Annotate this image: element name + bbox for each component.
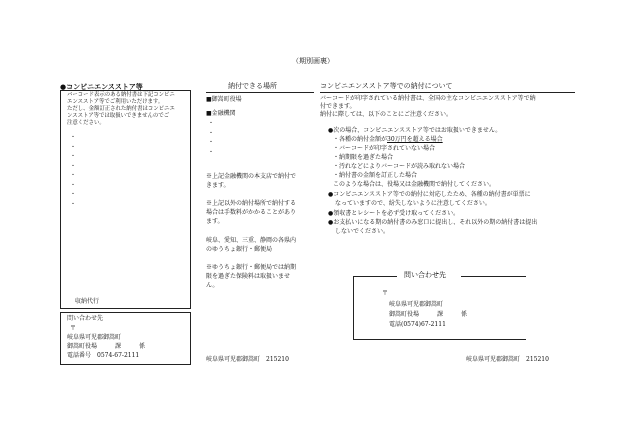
note-1-line: ※上記金融機関の本支店で納付で — [206, 173, 297, 180]
note-3-line: 岐阜、愛知、三重、静岡の各県内 — [206, 237, 297, 244]
list-item: ・ — [70, 153, 77, 160]
frame-bottom — [353, 339, 526, 340]
point-1: ●次の場合、コンビニエンスストア等ではお取扱いできません。 — [328, 127, 502, 134]
note-4-line: ※ゆうちょ銀行・郵便局では納期 — [206, 264, 297, 271]
case-tail: このような場合は、役場又は金融機関で納付してください。 — [333, 181, 496, 188]
box-note-line: ンスストア等では取扱いできませんのでご — [67, 113, 170, 119]
heading-divider — [206, 92, 314, 93]
list-item: ・ — [208, 129, 215, 137]
list-item: ・ — [70, 200, 77, 208]
bank-bullet-list — [208, 119, 214, 157]
middle-footer: 岐阜県可児郡御嵩町 215210 — [206, 356, 289, 363]
list-item: ・ — [70, 172, 77, 179]
contact-address: 岐阜県可児郡御嵩町 — [389, 301, 444, 308]
note-2-line: ※上記以外の納付場所で納付する — [206, 200, 297, 207]
convenience-payment-heading: コンビニエンスストア等での納付について — [320, 82, 453, 90]
page-title: （期別画裏） — [292, 57, 334, 65]
contact-address: 岐阜県可児郡御嵩町 — [67, 334, 122, 341]
convenience-store-heading: ●コンビニエンスストア等 — [60, 82, 143, 91]
heading-divider — [320, 92, 575, 93]
note-3-line: のゆうちょ銀行・郵便局 — [206, 246, 273, 253]
note-2-line: 場合は手数料がかかることがあり — [206, 209, 297, 216]
list-item: ・ — [208, 148, 215, 156]
contact-phone: 電話番号 0574-67-2111 — [67, 352, 140, 359]
point-2-line: なっていますので、紛失しないように注意してください。 — [335, 200, 491, 207]
frame-left — [353, 276, 354, 340]
note-4-line: 限を過ぎた保険料は取扱いませ — [206, 273, 291, 280]
list-item: ・ — [208, 120, 215, 127]
intro-line: 付できます。 — [320, 103, 356, 110]
list-item: ・ — [70, 162, 77, 170]
case-1-text: ・各種の納付金額が — [333, 136, 388, 143]
note-4-line: ん。 — [206, 282, 219, 289]
point-4-line: しないでください。 — [335, 228, 390, 235]
frame-top-right — [461, 276, 526, 277]
left-contact-box — [60, 312, 191, 365]
case-line: ・納期限を過ぎた場合 — [333, 154, 394, 161]
contact-office: 御嵩町役場 課 係 — [67, 343, 146, 350]
bank-label: ■金融機関 — [206, 110, 236, 117]
convenience-store-list-box — [60, 90, 191, 309]
contact-title: 問い合わせ先 — [404, 271, 446, 279]
case-1-underlined: 30万円を超える場合 — [387, 136, 443, 143]
payment-places-heading: 納付できる場所 — [228, 82, 277, 90]
intro-line: バーコードが印字されている納付書は、全国の主なコンビニエンスストア等で納 — [320, 95, 536, 102]
point-3: ●領収書とレシートを必ず受け取ってください。 — [328, 210, 460, 217]
box-note-line: エンスストア等でご利用いただけます。 — [67, 99, 164, 105]
box-note-line: 注意ください。 — [67, 120, 105, 126]
case-line: ・汚れなどによりバーコードが読み取れない場合 — [333, 163, 466, 170]
point-2-line: ●コンビニエンスストア等での納付に対応したため、各種の納付書が単票に — [328, 191, 531, 198]
postal-mark: 〒 — [70, 325, 77, 332]
note-1-line: きます。 — [206, 182, 230, 189]
right-contact-box — [353, 271, 526, 340]
box-note-line: バーコード表示のある納付書は下記コンビニ — [67, 92, 175, 98]
case-line — [333, 136, 443, 144]
town-office-label: ■御嵩町役場 — [206, 96, 242, 103]
frame-top-left — [353, 276, 397, 277]
agent-label: 収納代行 — [75, 298, 100, 305]
contact-office: 御嵩町役場 課 係 — [389, 311, 468, 318]
intro-line: 納付に際しては、以下のことにご注意ください。 — [320, 111, 453, 118]
note-2-line: ます。 — [206, 218, 224, 225]
postal-mark: 〒 — [382, 290, 389, 297]
list-item: ・ — [208, 139, 215, 146]
contact-phone: 電話(0574)67-2111 — [389, 321, 446, 328]
store-bullet-list — [70, 133, 76, 209]
right-footer: 岐阜県可児郡御嵩町 215210 — [466, 356, 549, 363]
contact-title: 問い合わせ先 — [67, 315, 104, 322]
box-note-line: ただし、金額訂正された納付書はコンビニエ — [67, 106, 175, 112]
case-line: ・納付書の金額を訂正した場合 — [333, 172, 418, 179]
list-item: ・ — [70, 191, 77, 198]
list-item: ・ — [70, 134, 77, 141]
point-4-line: ●お支払いになる期の納付書のみ窓口に提出し、それ以外の期の納付書は提出 — [328, 219, 538, 226]
case-line: ・バーコードが印字されていない場合 — [333, 145, 436, 152]
list-item: ・ — [70, 181, 77, 189]
list-item: ・ — [70, 143, 77, 151]
